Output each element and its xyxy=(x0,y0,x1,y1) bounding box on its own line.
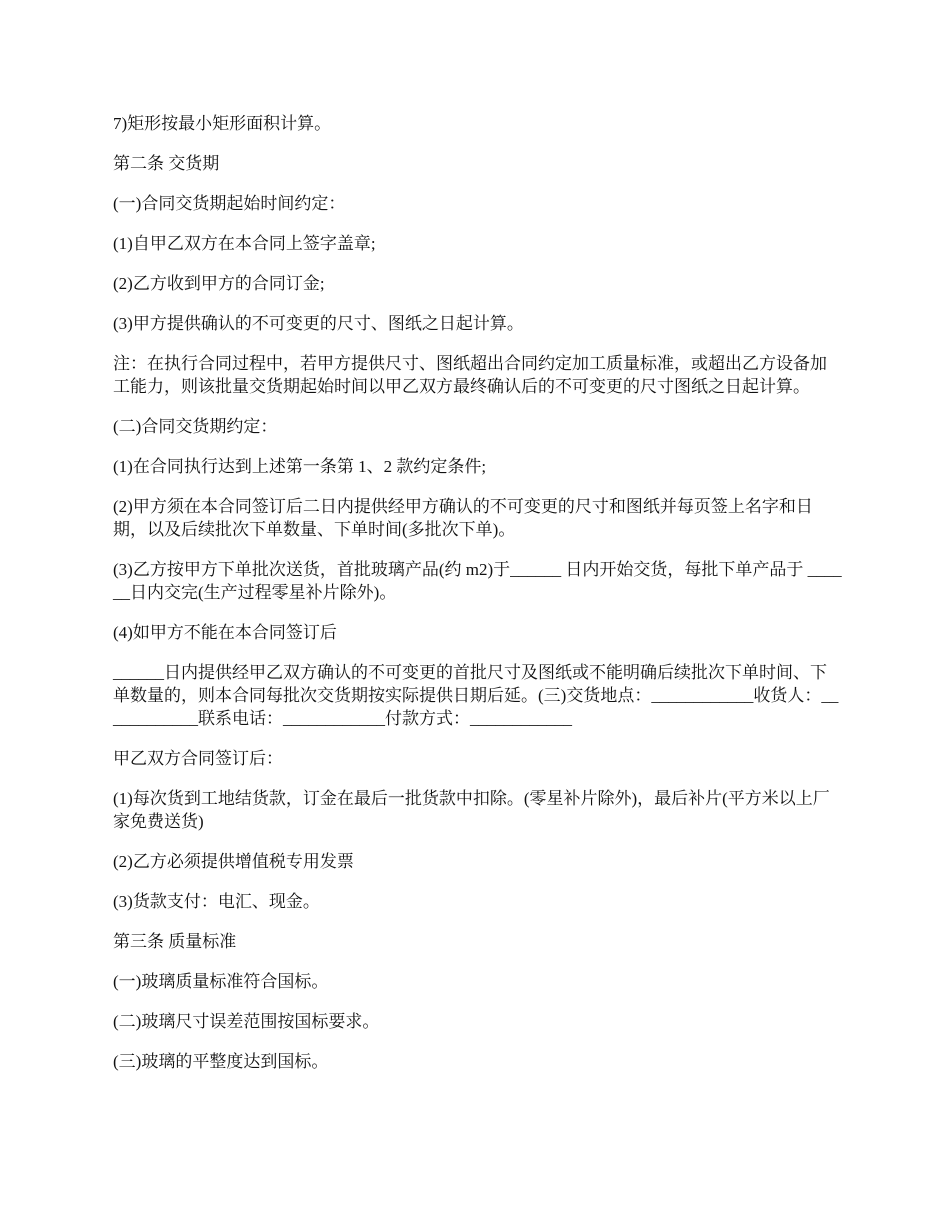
paragraph-quality-1: (一)玻璃质量标准符合国标。 xyxy=(113,972,329,991)
paragraph-delivery-start: (一)合同交货期起始时间约定： xyxy=(113,194,346,213)
paragraph-rectangle-area: 7)矩形按最小矩形面积计算。 xyxy=(113,114,332,133)
paragraph-agreement-item-4: (4)如甲方不能在本合同签订后 xyxy=(113,623,337,642)
heading-article-2-delivery: 第二条 交货期 xyxy=(113,154,220,173)
paragraph-quality-3: (三)玻璃的平整度达到国标。 xyxy=(113,1052,329,1071)
paragraph-agreement-item-1: (1)在合同执行达到上述第一条第 1、2 款约定条件; xyxy=(113,457,487,476)
paragraph-agreement-item-3: (3)乙方按甲方下单批次送货，首批玻璃产品(约 m2)于______ 日内开始交货，每批下单产品于 ______日内交完(生产过程零星补片除外)。 xyxy=(113,560,842,602)
paragraph-note: 注：在执行合同过程中，若甲方提供尺寸、图纸超出合同约定加工质量标准，或超出乙方设备加工能力，则该批量交货期起始时间以甲乙双方最终确认后的不可变更的尺寸图纸之日起计算。 xyxy=(113,354,827,396)
paragraph-start-item-3: (3)甲方提供确认的不可变更的尺寸、图纸之日起计算。 xyxy=(113,314,524,333)
paragraph-delivery-agreement: (二)合同交货期约定： xyxy=(113,417,278,436)
paragraph-payment-item-3: (3)货款支付：电汇、现金。 xyxy=(113,892,320,911)
paragraph-quality-2: (二)玻璃尺寸误差范围按国标要求。 xyxy=(113,1012,380,1031)
paragraph-agreement-item-2: (2)甲方须在本合同签订后二日内提供经甲方确认的不可变更的尺寸和图纸并每页签上名字和日期，以及后续批次下单数量、下单时间(多批次下单)。 xyxy=(113,497,813,539)
heading-article-3-quality: 第三条 质量标准 xyxy=(113,932,237,951)
paragraph-delivery-location: ______日内提供经甲乙双方确认的不可变更的首批尺寸及图纸或不能明确后续批次下单时间、下单数量的，则本合同每批次交货期按实际提供日期后延。(三)交货地点：____________收货人：____________联系电话：____________付款方式：____________ xyxy=(113,663,839,728)
paragraph-payment-item-2: (2)乙方必须提供增值税专用发票 xyxy=(113,852,354,871)
paragraph-start-item-2: (2)乙方收到甲方的合同订金; xyxy=(113,274,325,293)
document-page xyxy=(113,112,843,1090)
paragraph-start-item-1: (1)自甲乙双方在本合同上签字盖章; xyxy=(113,234,376,253)
paragraph-payment-item-1: (1)每次货到工地结货款，订金在最后一批货款中扣除。(零星补片除外)，最后补片(平方米以上厂家免费送货) xyxy=(113,789,830,831)
paragraph-after-signing: 甲乙双方合同签订后： xyxy=(113,749,283,768)
